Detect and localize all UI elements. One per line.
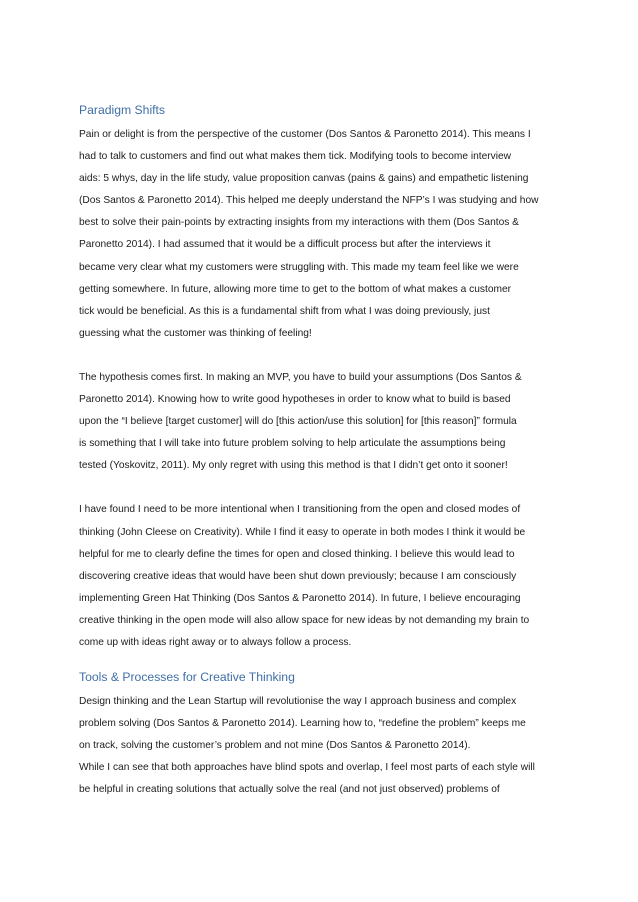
section-spacer — [79, 654, 573, 668]
text-line: upon the “I believe [target customer] will do [this action/use this solution] for [this reason]” formula — [79, 416, 517, 428]
section-heading-tools-processes: Tools & Processes for Creative Thinking — [79, 670, 295, 685]
text-line: aids: 5 whys, day in the life study, value proposition canvas (pains & gains) and empathetic listening — [79, 173, 529, 185]
text-line: on track, solving the customer’s problem and not mine (Dos Santos & Paronetto 2014). — [79, 740, 471, 752]
text-line: thinking (John Cleese on Creativity). While I find it easy to operate in both modes I think it would be — [79, 526, 526, 538]
text-line: While I can see that both approaches have blind spots and overlap, I feel most parts of each style will — [79, 762, 535, 774]
text-line: discovering creative ideas that would have been shut down previously; because I am consciously — [79, 570, 517, 582]
text-line: tested (Yoskovitz, 2011). My only regret with using this method is that I didn’t get onto it sooner! — [79, 460, 508, 472]
text-line: is something that I will take into future problem solving to help articulate the assumptions being — [79, 438, 506, 450]
text-line: come up with ideas right away or to always follow a process. — [79, 636, 352, 648]
paragraph-hypothesis — [79, 367, 573, 477]
text-line: Paronetto 2014). I had assumed that it would be a difficult process but after the interviews it — [79, 239, 491, 251]
text-line: Design thinking and the Lean Startup will revolutionise the way I approach business and complex — [79, 696, 517, 708]
text-line: Pain or delight is from the perspective of the customer (Dos Santos & Paronetto 2014). This means I — [79, 129, 531, 140]
text-line: best to solve their pain-points by extracting insights from my interactions with them (Dos Santos & — [79, 217, 519, 229]
text-line: be helpful in creating solutions that actually solve the real (and not just observed) problems of — [79, 784, 500, 796]
text-line: tick would be beneficial. As this is a fundamental shift from what I was doing previously, just — [79, 305, 490, 317]
text-line: Paronetto 2014). Knowing how to write good hypotheses in order to know what to build is based — [79, 394, 511, 406]
text-line: problem solving (Dos Santos & Paronetto 2014). Learning how to, “redefine the problem” keeps me — [79, 718, 526, 730]
paragraph-customer-perspective — [79, 124, 573, 345]
paragraph-spacer — [79, 477, 573, 499]
text-line: getting somewhere. In future, allowing more time to get to the bottom of what makes a customer — [79, 283, 512, 295]
section-heading-paradigm-shifts: Paradigm Shifts — [79, 103, 166, 117]
text-line: creative thinking in the open mode will also allow space for new ideas by not demanding my brain to — [79, 614, 530, 626]
text-line: implementing Green Hat Thinking (Dos Santos & Paronetto 2014). In future, I believe encouraging — [79, 592, 521, 604]
text-line: helpful for me to clearly define the times for open and closed thinking. I believe this would lead to — [79, 548, 515, 560]
text-line: became very clear what my customers were struggling with. This made my team feel like we were — [79, 261, 519, 273]
text-line: The hypothesis comes first. In making an MVP, you have to build your assumptions (Dos Santos & — [79, 371, 522, 383]
document-body — [79, 101, 573, 802]
paragraph-design-thinking — [79, 691, 573, 801]
text-line: I have found I need to be more intentional when I transitioning from the open and closed modes of — [79, 504, 521, 516]
text-line: (Dos Santos & Paronetto 2014). This helped me deeply understand the NFP’s I was studying and how — [79, 195, 539, 207]
text-line: guessing what the customer was thinking of feeling! — [79, 327, 312, 339]
paragraph-open-closed-modes — [79, 499, 573, 654]
text-line: had to talk to customers and find out what makes them tick. Modifying tools to become interview — [79, 151, 512, 163]
paragraph-spacer — [79, 345, 573, 367]
